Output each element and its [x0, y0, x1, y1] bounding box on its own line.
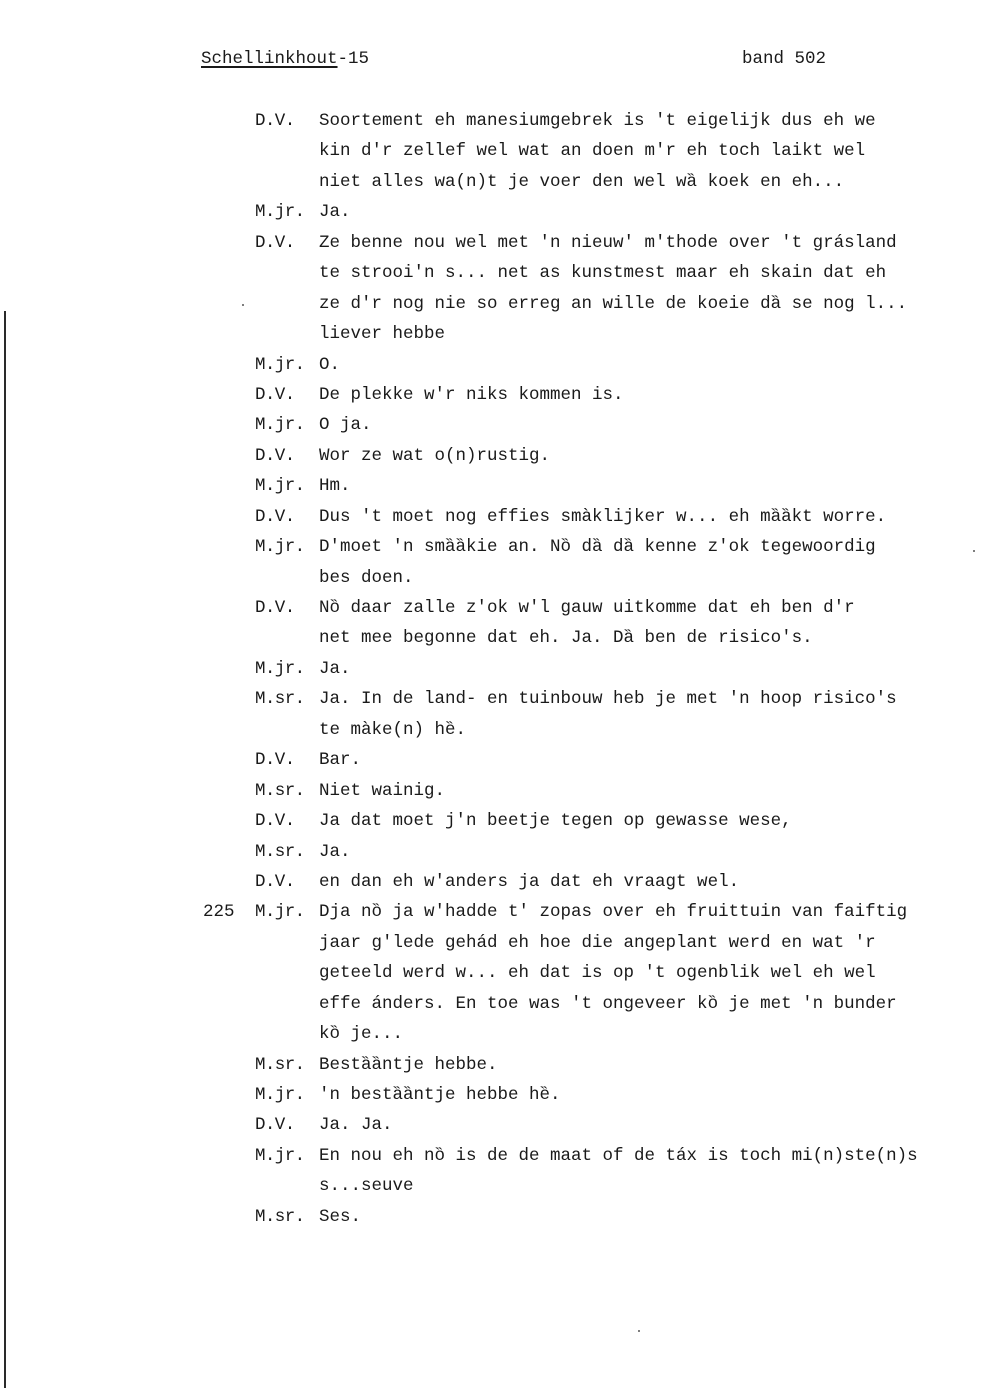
transcript-line — [0, 1022, 986, 1052]
utterance-text: en dan eh w'anders ja dat eh vraagt wel. — [319, 871, 740, 892]
transcript-turn — [0, 444, 986, 474]
transcript-line — [0, 779, 986, 809]
transcript-line — [0, 1053, 986, 1083]
transcript-turn — [0, 596, 986, 657]
utterance-text: Niet wainig. — [319, 780, 446, 801]
transcript-line — [0, 444, 986, 474]
document-title — [201, 47, 369, 71]
transcript-line — [0, 200, 986, 230]
utterance-text: Dus 't moet nog effies smàklijker w... eh mȁȁkt worre. — [319, 506, 887, 527]
utterance-text: s...seuve — [319, 1176, 414, 1197]
speaker-label: D.V. — [255, 445, 295, 466]
document-title-place: Schellinkhout — [201, 49, 338, 69]
speaker-label: M.jr. — [255, 658, 305, 679]
transcript-turn — [0, 840, 986, 870]
utterance-text: kin d'r zellef wel wat an doen m'r eh toch laikt wel — [319, 141, 866, 162]
transcript-line — [0, 718, 986, 748]
transcript-line — [0, 657, 986, 687]
utterance-text: O. — [319, 354, 341, 375]
transcript-turn — [0, 413, 986, 443]
speaker-label: D.V. — [255, 811, 295, 832]
transcript-turn — [0, 231, 986, 353]
transcript-line — [0, 992, 986, 1022]
transcript-line — [0, 1205, 986, 1235]
transcript-turn — [0, 657, 986, 687]
transcript-turn — [0, 474, 986, 504]
transcript-line — [0, 505, 986, 535]
utterance-text: liever hebbe — [319, 324, 446, 345]
transcript-turn — [0, 1144, 986, 1205]
band-number: band 502 — [742, 49, 827, 69]
transcript-turn — [0, 383, 986, 413]
transcript-line — [0, 596, 986, 626]
speaker-label: M.jr. — [255, 1145, 305, 1166]
transcript-line — [0, 809, 986, 839]
transcript-line — [0, 535, 986, 565]
transcript-line — [0, 1113, 986, 1143]
transcript-line — [0, 292, 986, 322]
transcript-turn — [0, 200, 986, 230]
utterance-text: Ja. — [319, 841, 351, 862]
document-title-number: -15 — [337, 49, 370, 69]
transcript-line — [0, 626, 986, 656]
transcript-turn — [0, 353, 986, 383]
transcript-turn — [0, 1113, 986, 1143]
transcript-line — [0, 231, 986, 261]
speaker-label: M.sr. — [255, 780, 305, 801]
transcript-turn — [0, 870, 986, 900]
utterance-text: Bar. — [319, 750, 362, 771]
transcript-line — [0, 413, 986, 443]
speaker-label: M.jr. — [255, 202, 305, 223]
speaker-label: D.V. — [255, 506, 295, 527]
speaker-label: M.sr. — [255, 1054, 305, 1075]
transcript-line — [0, 748, 986, 778]
utterance-text: Dja nȍ ja w'hadde t' zopas over eh fruittuin van faiftig — [319, 902, 908, 923]
transcript-turn — [0, 109, 986, 200]
transcript-turn — [0, 1083, 986, 1113]
utterance-text: te strooi'n s... net as kunstmest maar eh skain dat eh — [319, 263, 887, 284]
speaker-label: M.jr. — [255, 354, 305, 375]
transcript-line — [0, 383, 986, 413]
transcript-turn — [0, 1053, 986, 1083]
utterance-text: Ja. In de land- en tuinbouw heb je met 'n hoop risico's — [319, 689, 897, 710]
utterance-text: Ja. — [319, 658, 351, 679]
speaker-label: M.sr. — [255, 689, 305, 710]
speaker-label: M.sr. — [255, 841, 305, 862]
utterance-text: Hm. — [319, 476, 351, 497]
speaker-label: M.jr. — [255, 1085, 305, 1105]
transcript-turn — [0, 1205, 986, 1235]
transcript-line — [0, 961, 986, 991]
utterance-text: Ja. Ja. — [319, 1115, 393, 1136]
transcript-line — [0, 261, 986, 291]
speaker-label: M.jr. — [255, 415, 305, 436]
utterance-text: ze d'r nog nie so erreg an wille de koeie dȁ se nog l... — [319, 293, 908, 314]
utterance-text: net mee begonne dat eh. Ja. Dȁ ben de risico's. — [319, 628, 813, 649]
utterance-text: effe ánders. En toe was 't ongeveer kȍ je met 'n bunder — [319, 993, 897, 1014]
line-number: 225 — [203, 902, 235, 923]
transcript-turn — [0, 779, 986, 809]
speaker-label: M.sr. — [255, 1206, 305, 1227]
utterance-text: Wor ze wat o(n)rustig. — [319, 445, 551, 466]
transcript-line — [0, 1083, 986, 1113]
scan-speck — [973, 550, 975, 552]
utterance-text: D'moet 'n smȁȁkie an. Nȍ dȁ dȁ kenne z'ok tegewoordig — [319, 537, 876, 558]
transcript-turn — [0, 687, 986, 748]
transcript-line — [0, 687, 986, 717]
transcript-line — [0, 109, 986, 139]
transcript-line — [0, 170, 986, 200]
utterance-text: niet alles wa(n)t je voer den wel wȁ koek en eh... — [319, 171, 845, 192]
utterance-text: En nou eh nȍ is de de maat of de táx is toch mi(n)ste(n)s — [319, 1145, 918, 1166]
transcript-line — [0, 353, 986, 383]
transcript-turn — [0, 535, 986, 596]
transcript-body — [0, 109, 986, 1235]
utterance-text: Ja dat moet j'n beetje tegen op gewasse wese, — [319, 811, 792, 832]
speaker-label: D.V. — [255, 1115, 295, 1136]
transcript-line — [0, 1144, 986, 1174]
transcript-line — [0, 931, 986, 961]
utterance-text: Bestȁȁntje hebbe. — [319, 1054, 498, 1075]
utterance-text: kȍ je... — [319, 1024, 404, 1045]
utterance-text: Ja. — [319, 202, 351, 223]
transcript-line — [0, 840, 986, 870]
scan-speck — [638, 1330, 640, 1332]
transcript-line — [0, 566, 986, 596]
utterance-text: Soortement eh manesiumgebrek is 't eigelijk dus eh we — [319, 111, 876, 131]
speaker-label: M.jr. — [255, 902, 305, 923]
utterance-text: jaar g'lede gehád eh hoe die angeplant werd en wat 'r — [319, 932, 876, 953]
utterance-text: De plekke w'r niks kommen is. — [319, 384, 624, 405]
speaker-label: M.jr. — [255, 537, 305, 558]
utterance-text: Ses. — [319, 1206, 362, 1227]
speaker-label: D.V. — [255, 871, 295, 892]
transcript-turn — [0, 900, 986, 1052]
speaker-label: D.V. — [255, 232, 295, 253]
speaker-label: D.V. — [255, 750, 295, 771]
utterance-text: Ze benne nou wel met 'n nieuw' m'thode over 't grásland — [319, 232, 897, 253]
speaker-label: D.V. — [255, 384, 295, 405]
utterance-text: O ja. — [319, 415, 372, 436]
utterance-text: 'n bestȁȁntje hebbe hȅ. — [319, 1085, 561, 1105]
utterance-text: te màke(n) hȅ. — [319, 719, 467, 740]
transcript-line — [0, 139, 986, 169]
transcript-line — [0, 1174, 986, 1204]
transcript-line — [0, 322, 986, 352]
transcript-line — [0, 474, 986, 504]
speaker-label: M.jr. — [255, 476, 305, 497]
scan-speck — [242, 304, 244, 306]
speaker-label: D.V. — [255, 111, 295, 131]
utterance-text: Nȍ daar zalle z'ok w'l gauw uitkomme dat eh ben d'r — [319, 598, 855, 618]
transcript-turn — [0, 505, 986, 535]
utterance-text: bes doen. — [319, 567, 414, 588]
transcript-line — [0, 900, 986, 930]
transcript-turn — [0, 748, 986, 778]
speaker-label: D.V. — [255, 598, 295, 618]
utterance-text: geteeld werd w... eh dat is op 't ogenblik wel eh wel — [319, 963, 876, 984]
transcript-line — [0, 870, 986, 900]
transcript-turn — [0, 809, 986, 839]
